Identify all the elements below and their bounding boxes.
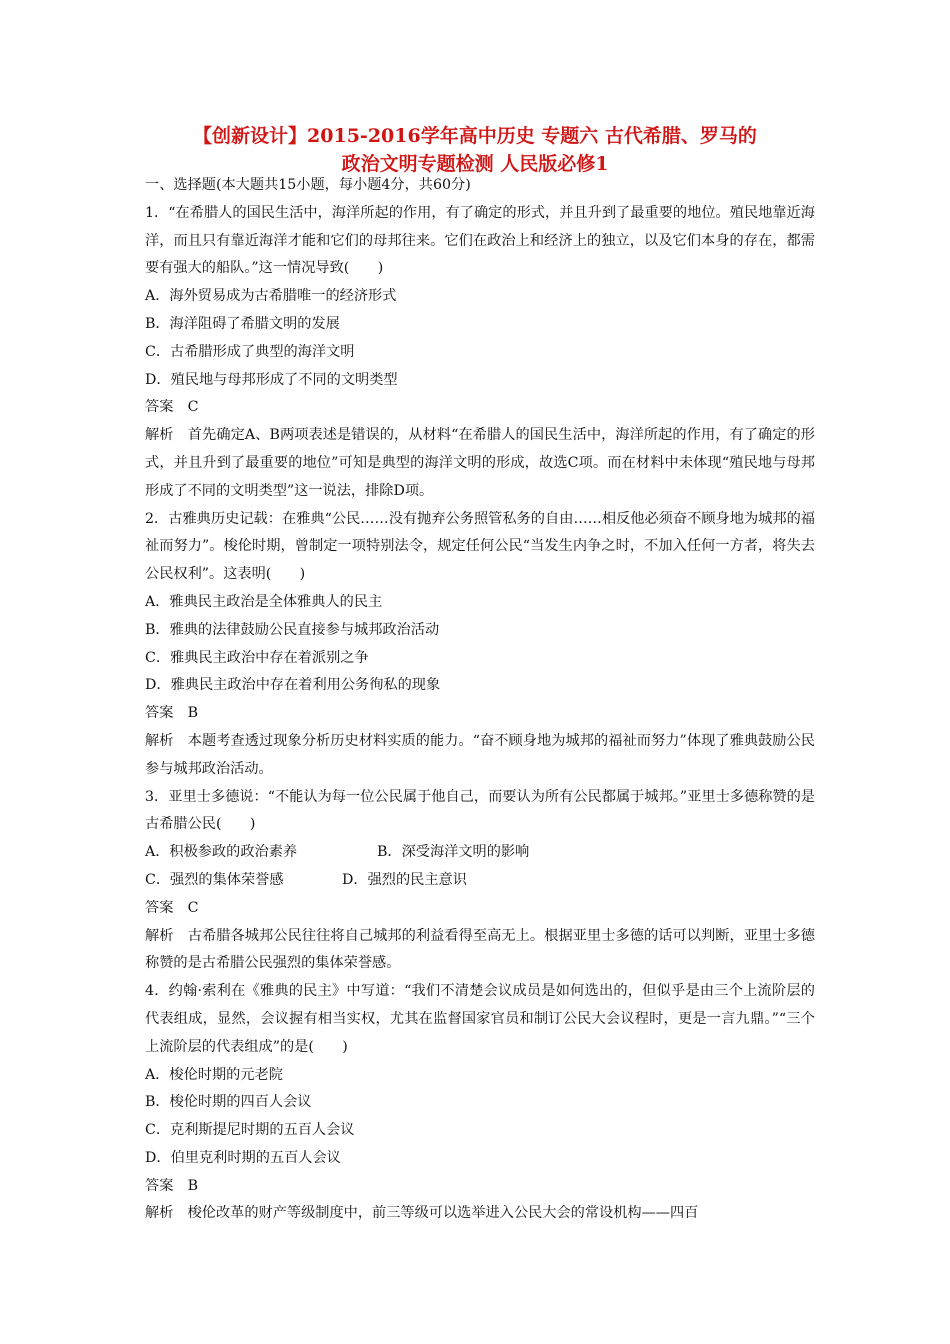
answer: 答案 B (145, 705, 198, 722)
option-d: D．伯里克利时期的五百人会议 (145, 1149, 341, 1166)
question-4 (145, 978, 815, 1228)
option-b: B．深受海洋文明的影响 (377, 844, 530, 861)
document-title (120, 122, 830, 178)
option-a: A．海外贸易成为古希腊唯一的经济形式 (145, 288, 397, 305)
option-d: D．雅典民主政治中存在着利用公务徇私的现象 (145, 677, 441, 694)
question-3 (145, 784, 815, 979)
option-b: B．海洋阻碍了希腊文明的发展 (145, 315, 340, 332)
answer: 答案 C (145, 399, 199, 416)
title-line-2: 政治文明专题检测 人民版必修1 (341, 153, 609, 175)
answer: 答案 B (145, 1177, 198, 1194)
analysis: 解析 梭伦改革的财产等级制度中，前三等级可以选举进入公民大会的常设机构——四百 (145, 1205, 699, 1222)
question-1 (145, 200, 815, 506)
answer: 答案 C (145, 899, 199, 916)
option-row-cd (145, 867, 815, 895)
option-d: D．强烈的民主意识 (342, 871, 467, 888)
option-b: B．梭伦时期的四百人会议 (145, 1094, 312, 1111)
option-b: B．雅典的法律鼓励公民直接参与城邦政治活动 (145, 621, 440, 638)
option-c: C．强烈的集体荣誉感 (145, 871, 284, 888)
document-body (145, 172, 815, 1228)
option-a: A．梭伦时期的元老院 (145, 1066, 283, 1083)
section-heading: 一、选择题(本大题共15小题，每小题4分，共60分) (145, 177, 471, 193)
option-d: D．殖民地与母邦形成了不同的文明类型 (145, 371, 398, 388)
option-a: A．雅典民主政治是全体雅典人的民主 (145, 593, 383, 610)
analysis: 解析 古希腊各城邦公民往往将自己城邦的利益看得至高无上。根据亚里士多德的话可以判断，亚里士多德称赞的是古希腊公民强烈的集体荣誉感。 (145, 927, 815, 972)
option-c: C．克利斯提尼时期的五百人会议 (145, 1122, 355, 1139)
question-2 (145, 506, 815, 784)
option-c: C．雅典民主政治中存在着派别之争 (145, 649, 369, 666)
question-stem: 1．“在希腊人的国民生活中，海洋所起的作用，有了确定的形式，并且升到了最重要的地位。殖民地靠近海洋，而且只有靠近海洋才能和它们的母邦往来。它们在政治上和经济上的独立，以及它们本身的存在，都需要有强大的船队。”这一情况导致( ) (145, 204, 815, 277)
analysis: 解析 首先确定A、B两项表述是错误的，从材料“在希腊人的国民生活中，海洋所起的作用，有了确定的形式，并且升到了最重要的地位”可知是典型的海洋文明的形成，故选C项。而在材料中未体现“殖民地与母邦形成了不同的文明类型”这一说法，排除D项。 (145, 427, 815, 499)
question-stem: 3．亚里士多德说：“不能认为每一位公民属于他自己，而要认为所有公民都属于城邦。”亚里士多德称赞的是古希腊公民( ) (145, 788, 815, 833)
analysis: 解析 本题考查透过现象分析历史材料实质的能力。“奋不顾身地为城邦的福祉而努力”体现了雅典鼓励公民参与城邦政治活动。 (145, 732, 815, 777)
title-line-1: 【创新设计】2015-2016学年高中历史 专题六 古代希腊、罗马的 (193, 125, 757, 147)
option-c: C．古希腊形成了典型的海洋文明 (145, 343, 355, 360)
option-a: A．积极参政的政治素养 (145, 844, 298, 861)
question-stem: 4．约翰·索利在《雅典的民主》中写道：“我们不清楚会议成员是如何选出的，但似乎是由三个上流阶层的代表组成，显然，会议握有相当实权，尤其在监督国家官员和制订公民大会议程时，更是一言九鼎。”“三个上流阶层的代表组成”的是( ) (145, 983, 815, 1055)
option-row-ab (145, 839, 815, 867)
question-stem: 2．古雅典历史记载：在雅典“公民……没有抛弃公务照管私务的自由……相反他必须奋不顾身地为城邦的福祉而努力”。梭伦时期，曾制定一项特别法令，规定任何公民“当发生内争之时，不加入任何一方者，将失去公民权利”。这表明( ) (145, 510, 815, 583)
